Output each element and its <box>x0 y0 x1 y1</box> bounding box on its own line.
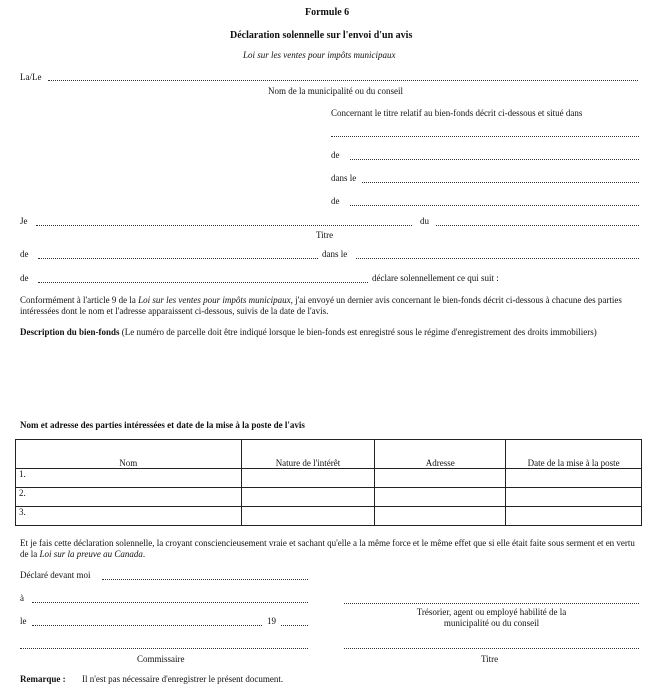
je-label: Je <box>20 216 28 226</box>
col-header-address: Adresse <box>375 440 506 469</box>
table-row <box>16 469 642 488</box>
row-number-cell[interactable]: 1. <box>16 469 242 488</box>
a-field[interactable] <box>32 602 308 603</box>
table-row <box>16 507 642 526</box>
col-header-name: Nom <box>16 440 242 469</box>
description-area[interactable] <box>20 352 642 412</box>
declarant-de-field-1[interactable] <box>38 258 318 259</box>
declared-before-field[interactable] <box>102 579 308 580</box>
declarant-name-field[interactable] <box>36 225 412 226</box>
remark-text: Il n'est pas nécessaire d'enregistrer le présent document. <box>82 674 284 684</box>
declarant-dans-le-field[interactable] <box>356 258 639 259</box>
titre-caption: Titre <box>316 230 334 240</box>
table-row <box>16 488 642 507</box>
year-label: 19 <box>267 616 276 626</box>
concerning-text: Concernant le titre relatif au bien-fonds décrit ci-dessous et situé dans <box>331 108 583 118</box>
commissaire-signature-line[interactable] <box>20 648 308 649</box>
de-field-2[interactable] <box>350 205 639 206</box>
col-header-date: Date de la mise à la poste <box>506 440 642 469</box>
date-cell[interactable] <box>506 507 642 526</box>
interested-parties-table <box>15 439 642 526</box>
interest-cell[interactable] <box>241 507 375 526</box>
address-cell[interactable] <box>375 488 506 507</box>
form-number: Formule 6 <box>305 7 350 18</box>
table-header-row <box>16 440 642 469</box>
located-in-field[interactable] <box>331 136 639 137</box>
du-field[interactable] <box>436 225 639 226</box>
le-date-field[interactable] <box>32 625 262 626</box>
lale-label: La/Le <box>20 72 42 82</box>
a-label: à <box>20 593 24 603</box>
row-number-cell[interactable]: 3. <box>16 507 242 526</box>
declare-text: déclare solennellement ce qui suit : <box>372 273 499 283</box>
address-cell[interactable] <box>375 469 506 488</box>
interest-cell[interactable] <box>241 469 375 488</box>
declarant-de-label-2: de <box>20 273 29 283</box>
titre-signature-line[interactable] <box>344 648 639 649</box>
form-title: Déclaration solennelle sur l'envoi d'un avis <box>230 30 413 41</box>
address-cell[interactable] <box>375 507 506 526</box>
row-number-cell[interactable]: 2. <box>16 488 242 507</box>
dans-le-label: dans le <box>331 173 357 183</box>
de-label-1: de <box>331 150 340 160</box>
municipality-caption: Nom de la municipalité ou du conseil <box>268 86 403 96</box>
municipality-name-field[interactable] <box>48 80 638 81</box>
du-label: du <box>420 216 429 226</box>
commissaire-caption: Commissaire <box>137 654 185 664</box>
table-heading: Nom et adresse des parties intéressées et date de la mise à la poste de l'avis <box>20 420 305 430</box>
col-header-interest: Nature de l'intérêt <box>241 440 375 469</box>
date-cell[interactable] <box>506 469 642 488</box>
year-field[interactable] <box>281 625 308 626</box>
remark-label: Remarque : <box>20 674 66 684</box>
law-title: Loi sur les ventes pour impôts municipaux <box>243 50 396 60</box>
declared-before-label: Déclaré devant moi <box>20 570 91 580</box>
dans-le-field[interactable] <box>362 182 639 183</box>
declarant-dans-le-label: dans le <box>322 249 348 259</box>
treasurer-caption: Trésorier, agent ou employé habilité de la municipalité ou du conseil <box>416 607 567 628</box>
declarant-de-field-2[interactable] <box>38 282 368 283</box>
declarant-de-label-1: de <box>20 249 29 259</box>
titre-bottom-caption: Titre <box>481 654 499 664</box>
conformement-paragraph: Conformément à l'article 9 de la Loi sur les ventes pour impôts municipaux, j'ai envoyé un dernier avis concernant le bien-fonds décrit ci-dessous à chacune des parties intéressées dont le nom et l'adresse apparaissent ci-dessous, suivis de la date de l'avis. <box>20 295 622 316</box>
interest-cell[interactable] <box>241 488 375 507</box>
date-cell[interactable] <box>506 488 642 507</box>
de-field-1[interactable] <box>350 159 639 160</box>
treasurer-signature-line[interactable] <box>344 603 639 604</box>
le-label: le <box>20 616 27 626</box>
description-paragraph: Description du bien-fonds (Le numéro de parcelle doit être indiqué lorsque le bien-fonds est enregistré sous le régime d'enregistrement des droits immobiliers) <box>20 327 597 337</box>
closing-statement: Et je fais cette déclaration solennelle, la croyant consciencieusement vraie et sachant qu'elle a la même force et le même effet que si elle était faite sous serment et en vertu de la Loi sur la preuve au Canada. <box>20 538 635 559</box>
de-label-2: de <box>331 196 340 206</box>
